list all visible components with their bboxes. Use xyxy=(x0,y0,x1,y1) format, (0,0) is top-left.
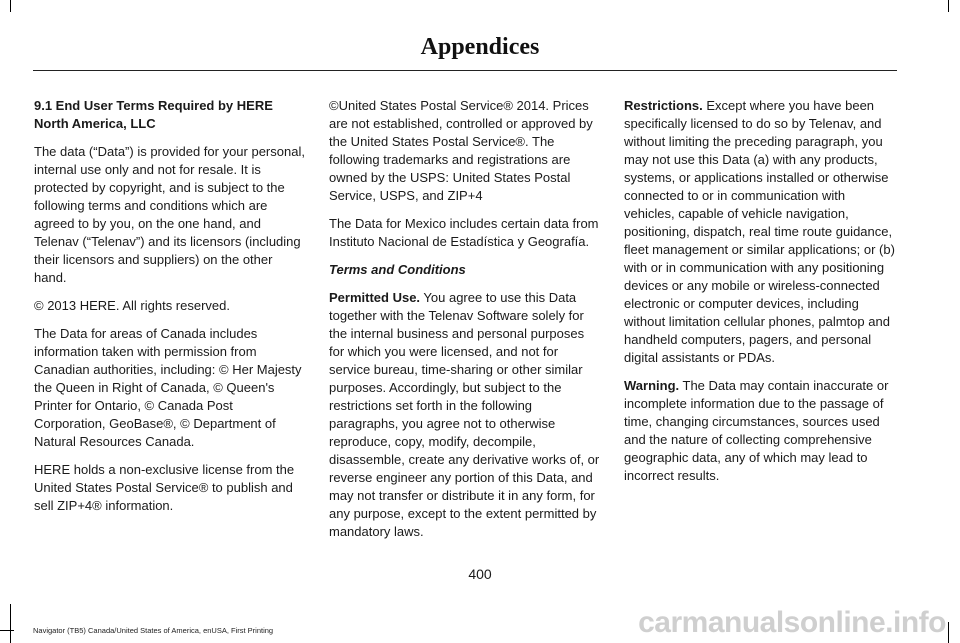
paragraph-lead: Permitted Use. xyxy=(329,290,421,305)
paragraph: The Data for Mexico includes certain data from Instituto Nacional de Estadística y Geografía. xyxy=(329,216,599,249)
paragraph: © 2013 HERE. All rights reserved. xyxy=(34,298,230,313)
paragraph-body: Except where you have been specifically licensed to do so by Telenav, and without limiting the preceding paragraph, you may not use this Data (a) with any products, systems, or applications installed or otherwise connected to or in communication with vehicles, capable of vehicle navigation, positioning, dispatch, real time route guidance, fleet management or similar applications; or (b) with or in communication with any positioning devices or any mobile or wireless-connected electronic or computer devices, including without limitation cellular phones, palmtop and handheld computers, pagers, and personal digital assistants or PDAs. xyxy=(624,98,895,365)
crop-mark xyxy=(948,0,949,12)
watermark: carmanualsonline.info xyxy=(638,606,946,639)
page-title: Appendices xyxy=(420,34,540,60)
paragraph xyxy=(329,289,601,541)
paragraph-lead: Restrictions. xyxy=(624,98,703,113)
middle-column xyxy=(329,97,601,551)
paragraph: HERE holds a non-exclusive license from the United States Postal Service® to publish and sell ZIP+4® information. xyxy=(34,462,295,513)
right-column xyxy=(624,97,896,495)
paragraph xyxy=(624,377,896,485)
header-divider xyxy=(33,70,897,71)
paragraph: The data (“Data”) is provided for your personal, internal use only and not for resale. It is protected by copyright, and is subject to the following terms and conditions which are agreed to by you, on the one hand, and Telenav (“Telenav”) and its licensors (including their licensors and suppliers) on the other hand. xyxy=(34,144,305,285)
paragraph: ©United States Postal Service® 2014. Prices are not established, controlled or approved by the United States Postal Service®. The following trademarks and registrations are owned by the USPS: United States Postal Service, USPS, and ZIP+4 xyxy=(329,98,593,203)
paragraph-body: The Data may contain inaccurate or incomplete information due to the passage of time, changing circumstances, sources used and the nature of collecting comprehensive geographic data, any of which may lead to incorrect results. xyxy=(624,378,889,483)
paragraph-lead: Warning. xyxy=(624,378,680,393)
paragraph xyxy=(624,97,896,367)
paragraph-body: You agree to use this Data together with the Telenav Software solely for the internal business and personal purposes for which you were licensed, and not for service bureau, time-sharing or other similar purposes. Accordingly, but subject to the restrictions set forth in the following paragraphs, you agree not to otherwise reproduce, copy, modify, decompile, disassemble, create any derivative works of, or reverse engineer any portion of this Data, and may not transfer or distribute it in any form, for any purpose, except to the extent permitted by mandatory laws. xyxy=(329,290,600,539)
left-column xyxy=(34,97,306,525)
crop-mark xyxy=(10,0,11,12)
footer-text: Navigator (TB5) Canada/United States of America, enUSA, First Printing xyxy=(33,626,274,635)
crop-mark xyxy=(0,630,14,631)
crop-mark xyxy=(948,622,949,643)
subheading: Terms and Conditions xyxy=(329,262,466,277)
page-number: 400 xyxy=(468,566,492,582)
crop-mark xyxy=(10,604,11,643)
section-heading: 9.1 End User Terms Required by HERE North America, LLC xyxy=(34,98,273,131)
paragraph: The Data for areas of Canada includes information taken with permission from Canadian authorities, including: © Her Majesty the Queen in Right of Canada, © Queen's Printer for Ontario, © Canada Post Corporation, GeoBase®, © Department of Natural Resources Canada. xyxy=(34,326,302,449)
